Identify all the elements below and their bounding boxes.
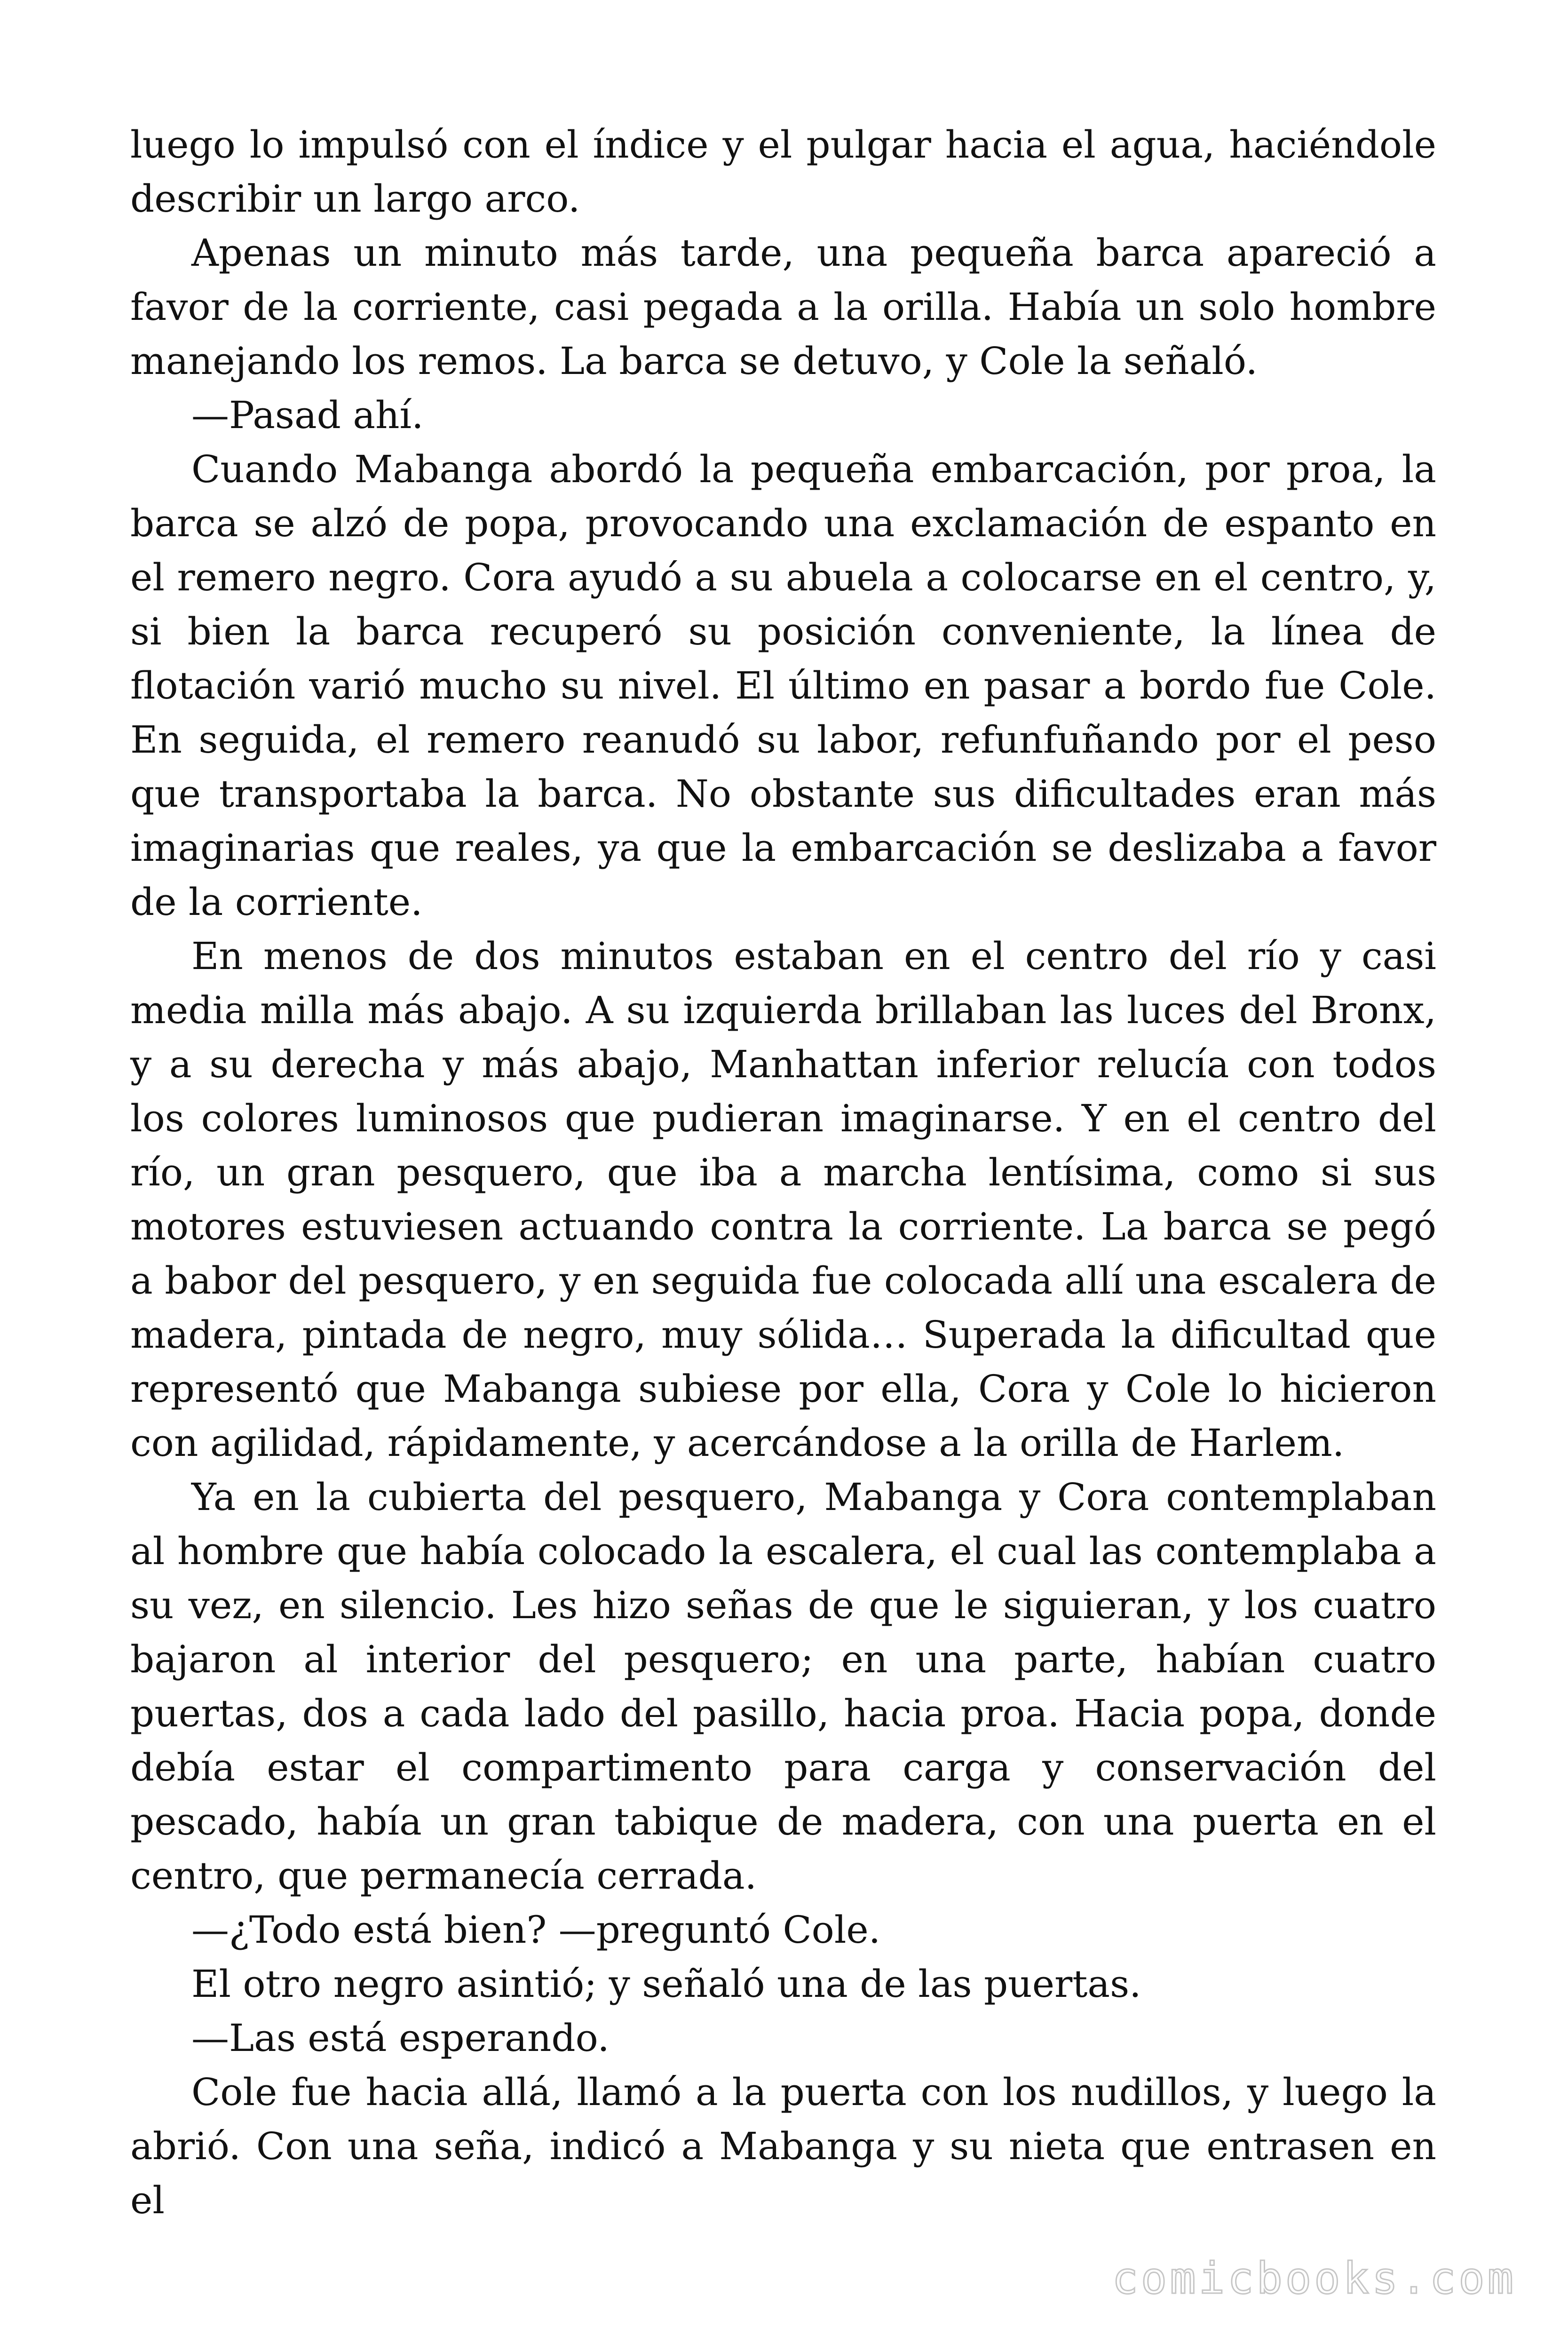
paragraph: Cuando Mabanga abordó la pequeña embarcación, por proa, la barca se alzó de popa, provocando una exclamación de espanto en el remero negro. Cora ayudó a su abuela a colocarse en el centro, y, si bien la barca recuperó su posición conveniente, la línea de flotación varió mucho su nivel. El último en pasar a bordo fue Cole. En seguida, el remero reanudó su labor, refunfuñando por el peso que transportaba la barca. No obstante sus dificultades eran más imaginarias que reales, ya que la embarcación se deslizaba a favor de la corriente. <box>130 447 1436 924</box>
page-body <box>130 118 1436 2227</box>
dialogue-line: —¿Todo está bien? —preguntó Cole. <box>191 1908 881 1952</box>
dialogue-line: —Pasad ahí. <box>191 393 424 437</box>
paragraph: Ya en la cubierta del pesquero, Mabanga y Cora contemplaban al hombre que había colocado la escalera, el cual las contemplaba a su vez, en silencio. Les hizo señas de que le siguieran, y los cuatro bajaron al interior del pesquero; en una parte, habían cuatro puertas, dos a cada lado del pasillo, hacia proa. Hacia popa, donde debía estar el compartimento para carga y conservación del pescado, había un gran tabique de madera, con una puerta en el centro, que permanecía cerrada. <box>130 1475 1436 1898</box>
paragraph: Apenas un minuto más tarde, una pequeña barca apareció a favor de la corriente, casi pegada a la orilla. Había un solo hombre manejando los remos. La barca se detuvo, y Cole la señaló. <box>130 231 1436 383</box>
paragraph: luego lo impulsó con el índice y el pulgar hacia el agua, haciéndole describir un largo arco. <box>130 123 1436 221</box>
dialogue-line: —Las está esperando. <box>191 2016 610 2060</box>
paragraph: Cole fue hacia allá, llamó a la puerta con los nudillos, y luego la abrió. Con una seña, indicó a Mabanga y su nieta que entrasen en el <box>130 2070 1436 2222</box>
paragraph: En menos de dos minutos estaban en el centro del río y casi media milla más abajo. A su izquierda brillaban las luces del Bronx, y a su derecha y más abajo, Manhattan inferior relucía con todos los colores luminosos que pudieran imaginarse. Y en el centro del río, un gran pesquero, que iba a marcha lentísima, como si sus motores estuviesen actuando contra la corriente. La barca se pegó a babor del pesquero, y en seguida fue colocada allí una escalera de madera, pintada de negro, muy sólida… Superada la dificultad que representó que Mabanga subiese por ella, Cora y Cole lo hicieron con agilidad, rápidamente, y acercándose a la orilla de Harlem. <box>130 934 1436 1465</box>
paragraph: El otro negro asintió; y señaló una de las puertas. <box>191 1962 1141 2006</box>
watermark: comicbooks.com <box>1112 2253 1516 2304</box>
